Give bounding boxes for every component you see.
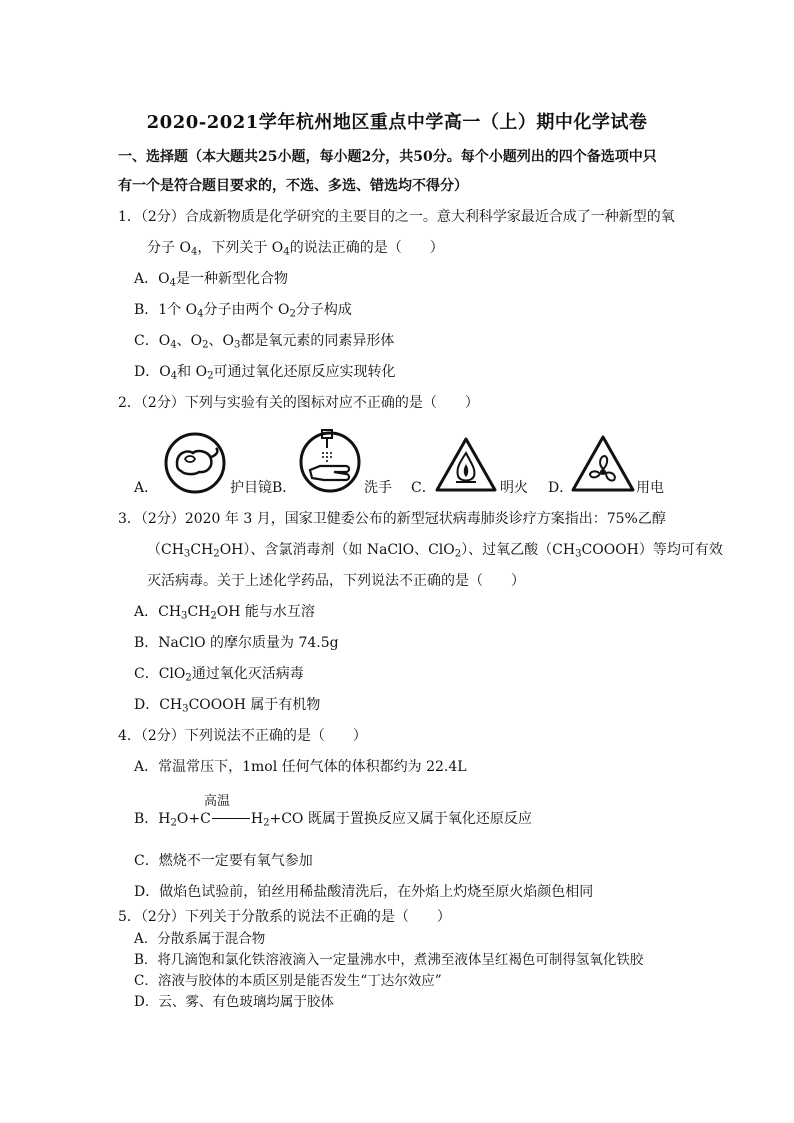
q5-option-c: C．溶液与胶体的本质区别是能否发生“丁达尔效应” (134, 973, 442, 989)
q5-option-a: A．分散系属于混合物 (134, 931, 266, 947)
q5-stem: 5．（2分）下列关于分散系的说法不正确的是（ ） (118, 909, 451, 925)
q3-option-b: B．NaClO 的摩尔质量为 74.5g (134, 635, 339, 651)
q4-reaction-condition: 高温 (204, 794, 231, 809)
q3-option-a: A．$CH_3CH_2OH$ 能与水互溶 (134, 604, 315, 622)
reaction-arrow (212, 818, 250, 819)
q1-option-b: B．1个 $O_4$分子由两个 $O_2$分子构成 (134, 302, 352, 320)
q2-option-b-label: 洗手 (364, 480, 392, 496)
q1-option-a: A．$O_4$是一种新型化合物 (134, 271, 289, 289)
q4-option-b: B．$H_2O+C$ $H_2+CO$ 既属于置换反应又属于氧化还原反应 (134, 811, 532, 829)
q3-stem-line3: 灭活病毒。关于上述化学药品，下列说法不正确的是（ ） (147, 573, 525, 589)
q4-stem: 4．（2分）下列说法不正确的是（ ） (118, 728, 367, 744)
section-heading-line2: 有一个是符合题目要求的，不选、多选、错选均不得分） (118, 178, 468, 194)
q1-option-d: D．$O_4$和 $O_2$可通过氧化还原反应实现转化 (134, 364, 396, 382)
q4-option-c: C．燃烧不一定要有氧气参加 (134, 853, 313, 869)
q2-option-c-label: 明火 (500, 480, 528, 496)
q1-option-c: C．$O_4$、$O_2$、$O_3$都是氧元素的同素异形体 (134, 333, 395, 351)
ventilation-fan-icon (570, 434, 636, 494)
hand-wash-icon (298, 426, 362, 496)
q1-stem-line1: 1．（2分）合成新物质是化学研究的主要目的之一。意大利科学家最近合成了一种新型的氧 (118, 209, 675, 225)
q3-stem-line2: $(CH_3CH_2OH)$、含氯消毒剂（如 NaClO、ClO$_2$）、过氧乙酸$(CH_3COOOH)$等均可有效 (147, 542, 723, 560)
q5-option-b: B．将几滴饱和氯化铁溶液滴入一定量沸水中，煮沸至液体呈红褐色可制得氢氧化铁胶 (134, 952, 644, 968)
open-flame-icon (434, 436, 498, 494)
q5-option-d: D．云、雾、有色玻璃均属于胶体 (134, 994, 334, 1010)
q3-stem-line1: 3．（2分）2020 年 3 月，国家卫健委公布的新型冠状病毒肺炎诊疗方案指出：75%乙醇 (118, 511, 666, 527)
q2-option-c-letter: C． (411, 480, 436, 496)
section-heading-line1: 一、选择题（本大题共25小题，每小题2分，共50分。每个小题列出的四个备选项中只 (118, 149, 657, 165)
q2-option-a-letter: A． (134, 480, 159, 496)
q2-option-d-label: 用电 (636, 480, 664, 496)
q2-option-a-label: 护目镜B． (230, 480, 297, 496)
q4-option-a: A．常温常压下，1mol 任何气体的体积都约为 22.4L (134, 759, 467, 775)
q4-option-d: D．做焰色试验前，铂丝用稀盐酸清洗后，在外焰上灼烧至原火焰颜色相同 (134, 884, 594, 900)
q1-stem-line2: 分子 $O_4$，下列关于 $O_4$的说法正确的是（ ） (147, 240, 444, 258)
q2-option-d-letter: D． (548, 480, 574, 496)
q2-stem: 2．（2分）下列与实验有关的图标对应不正确的是（ ） (118, 395, 479, 411)
q3-option-c: C．ClO$_2$通过氧化灭活病毒 (134, 666, 304, 684)
q3-option-d: D．$CH_3COOOH$ 属于有机物 (134, 697, 321, 715)
goggles-icon (163, 431, 227, 495)
page-title: 2020-2021学年杭州地区重点中学高一（上）期中化学试卷 (146, 112, 648, 133)
